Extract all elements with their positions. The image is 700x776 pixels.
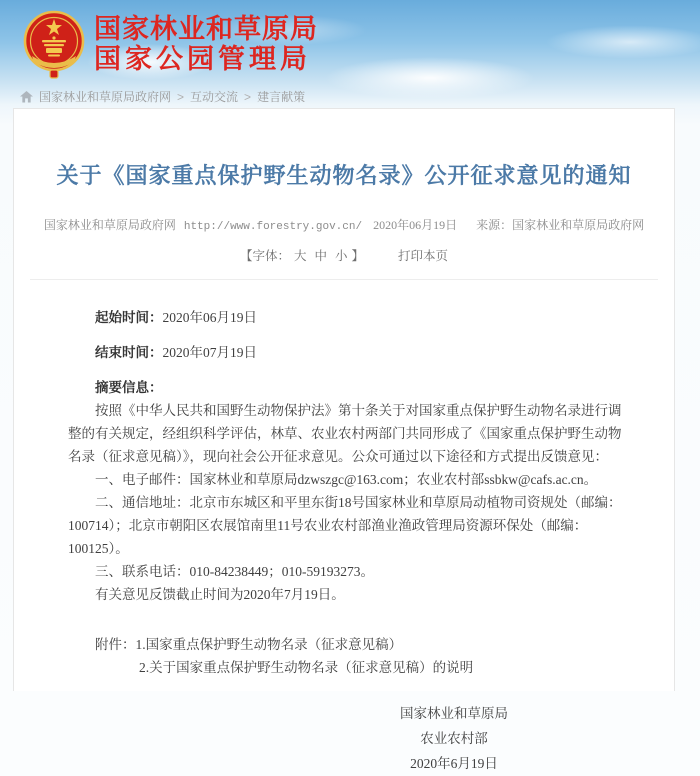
paragraph-phone: 三、联系电话：010-84238449；010-59193273。 [95,564,374,579]
font-size-medium-button[interactable]: 中 [314,249,327,263]
article-meta [14,216,674,233]
attachments-block [68,633,630,679]
attachments-label: 附件： [95,637,136,652]
attachment-link-1[interactable]: 1.国家重点保护野生动物名录（征求意见稿） [135,637,403,652]
end-time-value: 2020年07月19日 [162,345,257,360]
meta-source-value: 国家林业和草原局政府网 [512,218,645,232]
org-name-line2: 国家公园管理局 [94,44,311,74]
breadcrumb-item-interaction[interactable]: 互动交流 [190,90,239,104]
signature-org-2: 农业农村部 [420,731,488,746]
attachment-link-2[interactable]: 2.关于国家重点保护野生动物名录（征求意见稿）的说明 [139,660,474,675]
font-size-large-button[interactable]: 大 [293,249,307,263]
signature-block [68,701,630,776]
article-body [14,280,674,776]
font-size-label-close: 】 [351,249,365,263]
paragraph-email: 一、电子邮件：国家林业和草原局dzwszgc@163.com；农业农村部ssbkw@cafs.ac.cn。 [95,472,598,487]
end-time-row [68,341,630,364]
signature-date: 2020年6月19日 [410,756,498,771]
paragraph-address: 二、通信地址：北京市东城区和平里东街18号国家林业和草原局动植物司资规处（邮编：100714）；北京市朝阳区农展馆南里11号农业农村部渔业渔政管理局资源环保处（邮编：100125）。 [68,495,622,556]
article-toolbar [14,246,674,264]
start-time-value: 2020年06月19日 [162,310,257,325]
start-time-label: 起始时间： [95,310,163,325]
breadcrumb-separator: > [177,89,185,104]
content-card [13,108,675,771]
signature-org-1: 国家林业和草原局 [400,706,508,721]
meta-site-name: 国家林业和草原局政府网 [43,218,176,232]
national-emblem-logo [22,8,86,80]
paragraph-intro: 按照《中华人民共和国野生动物保护法》第十条关于对国家重点保护野生动物名录进行调整的有关规定，经组织科学评估，林草、农业农村两部门共同形成了《国家重点保护野生动物名录（征求意见稿）》，现向社会公开征求意见。公众可通过以下途径和方式提出反馈意见： [68,403,622,464]
attachment-row-2 [139,656,630,679]
start-time-row [68,306,630,329]
org-name-line1: 国家林业和草原局 [94,14,318,44]
meta-publish-date: 2020年06月19日 [373,218,458,232]
breadcrumb-separator: > [244,89,252,104]
summary-label: 摘要信息： [95,380,163,395]
font-size-small-button[interactable]: 小 [335,249,348,263]
meta-source [476,218,644,232]
home-icon [20,91,33,103]
site-header [22,8,318,80]
site-org-names [94,14,318,74]
signature-lines [400,701,508,776]
end-time-label: 结束时间： [95,345,163,360]
meta-source-prefix: 来源： [476,218,513,232]
attachment-row-1 [68,633,630,656]
paragraph-deadline: 有关意见反馈截止时间为2020年7月19日。 [95,587,345,602]
page-title: 关于《国家重点保护野生动物名录》公开征求意见的通知 [56,163,632,188]
breadcrumb [20,88,305,105]
breadcrumb-item-site[interactable]: 国家林业和草原局政府网 [39,90,172,104]
breadcrumb-item-suggestions[interactable]: 建言献策 [257,90,306,104]
font-size-label-open: 【字体： [239,249,290,263]
print-page-button[interactable]: 打印本页 [398,249,449,263]
meta-site-url-link[interactable]: http://www.forestry.gov.cn/ [183,221,363,233]
